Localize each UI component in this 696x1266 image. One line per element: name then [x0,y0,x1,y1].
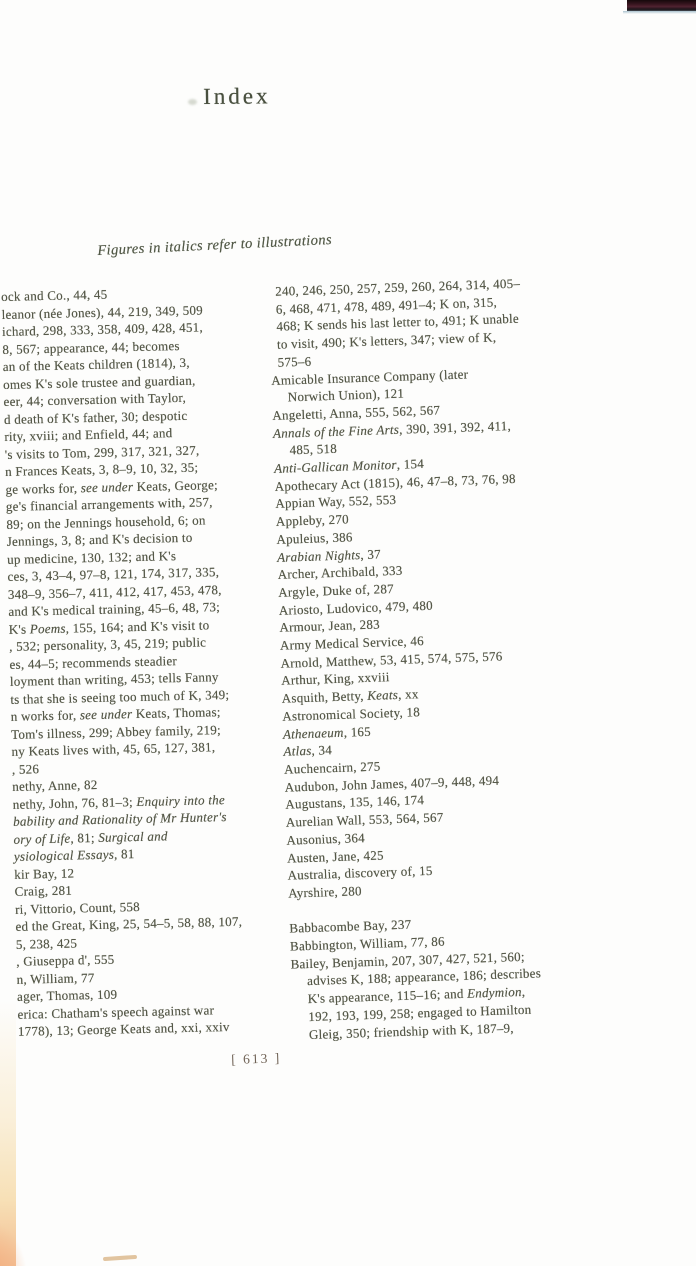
index-line: bability and Rationality of Mr Hunter's [12,809,227,829]
index-column-right [268,269,696,1044]
index-line: Arabian Nights, 37 [276,545,382,565]
index-line: eer, 44; conversation with Taylor, [3,389,187,409]
index-line: 6, 468, 471, 478, 489, 491–4; K on, 315, [275,294,498,317]
page-title: Index [203,83,271,109]
index-line: ge works for, see under Keats, George; [5,476,219,497]
index-line: Ariosto, Ludovico, 479, 480 [278,597,434,618]
index-line: Ausonius, 364 [286,829,366,848]
index-line: Auchencairn, 275 [283,758,381,777]
index-line: n works for, see under Keats, Thomas; [10,704,221,724]
index-line: Asquith, Betty, Keats, xx [281,686,419,706]
index-line: K's appearance, 115–16; and Endymion, [307,983,526,1007]
index-line: Appleby, 270 [275,511,350,530]
index-line: rity, xviii; and Enfield, 44; and [4,425,173,444]
index-line: 5, 238, 425 [15,934,78,952]
index-line: ager, Thomas, 109 [16,986,118,1004]
index-line: , Giuseppa d', 555 [16,951,115,969]
index-line: Athenaeum, 165 [282,723,372,742]
index-line: n, William, 77 [16,969,95,987]
index-line: d death of K's father, 30; despotic [3,407,188,427]
index-line: ysiological Essays, 81 [13,846,135,864]
index-line: Ayrshire, 280 [287,883,362,901]
index-line: an of the Keats children (1814), 3, [2,354,190,374]
index-line: 192, 193, 199, 258; engaged to Hamilton [308,1001,532,1024]
index-line: Annals of the Fine Arts, 390, 391, 392, 411, [272,417,512,441]
index-line: Australia, discovery of, 15 [287,863,433,883]
index-line: Astronomical Society, 18 [282,704,421,724]
index-line: Babbacombe Bay, 237 [289,916,412,936]
index-line: Apuleius, 386 [276,529,353,547]
index-line: Audubon, John James, 407–9, 448, 494 [284,772,500,795]
index-line: up medicine, 130, 132; and K's [6,547,177,567]
index-line: Army Medical Service, 46 [279,633,425,653]
page-edge-shading [0,1000,16,1266]
index-line: Norwich Union), 121 [287,385,405,405]
index-line: ces, 3, 43–4, 97–8, 121, 174, 317, 335, [7,564,220,584]
index-line: ny Keats lives with, 45, 65, 127, 381, [11,739,216,759]
index-line: , 532; personality, 3, 45, 219; public [8,634,207,654]
index-line: Arnold, Matthew, 53, 415, 574, 575, 576 [280,648,503,671]
index-line: Bailey, Benjamin, 207, 307, 427, 521, 560; [290,948,525,972]
index-line: to visit, 490; K's letters, 347; view of K, [276,329,497,352]
index-line: Appian Way, 552, 553 [275,492,397,512]
index-line: erica: Chatham's speech against war [17,1001,215,1022]
index-line: nethy, Anne, 82 [12,776,98,794]
index-line: Tom's illness, 299; Abbey family, 219; [10,721,222,742]
italics-note: Figures in italics refer to illustrations [97,231,333,259]
scan-speck [188,99,197,105]
index-line: Jennings, 3, 8; and K's decision to [6,529,193,549]
index-line: 89; on the Jennings household, 6; on [6,511,206,532]
index-line: 's visits to Tom, 299, 317, 321, 327, [4,442,200,462]
index-line: 1778), 13; George Keats and, xxi, xxiv [17,1019,230,1039]
scan-smudge-bottom [103,1255,137,1261]
index-line: leanor (née Jones), 44, 219, 349, 509 [1,301,204,322]
index-line: advises K, 188; appearance, 186; describes [306,965,542,989]
index-line: Anti-Gallican Monitor, 154 [273,455,425,476]
index-line: Arthur, King, xxviii [280,669,390,689]
index-line: and K's medical training, 45–6, 48, 73; [8,599,221,619]
index-column-left [1,282,290,1040]
index-line: ory of Life, 81; Surgical and [13,827,168,847]
index-line: 240, 246, 250, 257, 259, 260, 264, 314, 405– [275,275,521,299]
index-line: ge's financial arrangements with, 257, [5,494,213,514]
index-line: Apothecary Act (1815), 46, 47–8, 73, 76, 98 [274,470,516,494]
index-line: ock and Co., 44, 45 [1,286,108,304]
index-line: Angeletti, Anna, 555, 562, 567 [272,402,441,423]
page-corner-shading [0,1220,28,1266]
index-line: ri, Vittorio, Count, 558 [14,898,141,917]
index-line: Armour, Jean, 283 [279,616,381,636]
index-line: nethy, John, 76, 81–3; Enquiry into the [12,791,226,812]
index-line: Gleig, 350; friendship with K, 187–9, [308,1019,515,1042]
index-line: Craig, 281 [14,882,73,899]
index-line: Babbington, William, 77, 86 [289,933,445,954]
scan-artifact-top-right [627,0,696,11]
index-line: ichard, 298, 333, 358, 409, 428, 451, [1,319,204,339]
index-line: Archer, Archibald, 333 [277,562,403,583]
index-line: Argyle, Duke of, 287 [278,580,395,600]
index-line: K's Poems, 155, 164; and K's visit to [8,616,210,637]
index-line: , 526 [11,760,40,777]
index-line: ts that she is seeing too much of K, 349; [10,686,230,707]
index-line: es, 44–5; recommends steadier [9,652,178,672]
index-line: loyment than writing, 453; tells Fanny [9,669,219,689]
index-line: 468; K sends his last letter to, 491; K unable [276,311,520,335]
index-line: Austen, Jane, 425 [286,846,384,866]
page-number: [ 613 ] [231,1050,282,1067]
index-line: 8, 567; appearance, 44; becomes [2,337,180,357]
index-line: Aurelian Wall, 553, 564, 567 [285,809,444,830]
index-line: n Frances Keats, 3, 8–9, 10, 32, 35; [4,459,199,479]
index-line: Atlas, 34 [283,742,333,760]
index-line: 485, 518 [289,441,338,458]
index-line: 348–9, 356–7, 411, 412, 417, 453, 478, [7,581,222,602]
index-line: ed the Great, King, 25, 54–5, 58, 88, 107, [15,913,243,934]
index-line: Amicable Insurance Company (later [270,365,469,388]
index-line: kir Bay, 12 [14,864,75,882]
index-line: 575–6 [277,353,312,370]
index-line: omes K's sole trustee and guardian, [3,372,196,392]
index-line: Augustans, 135, 146, 174 [285,792,425,813]
